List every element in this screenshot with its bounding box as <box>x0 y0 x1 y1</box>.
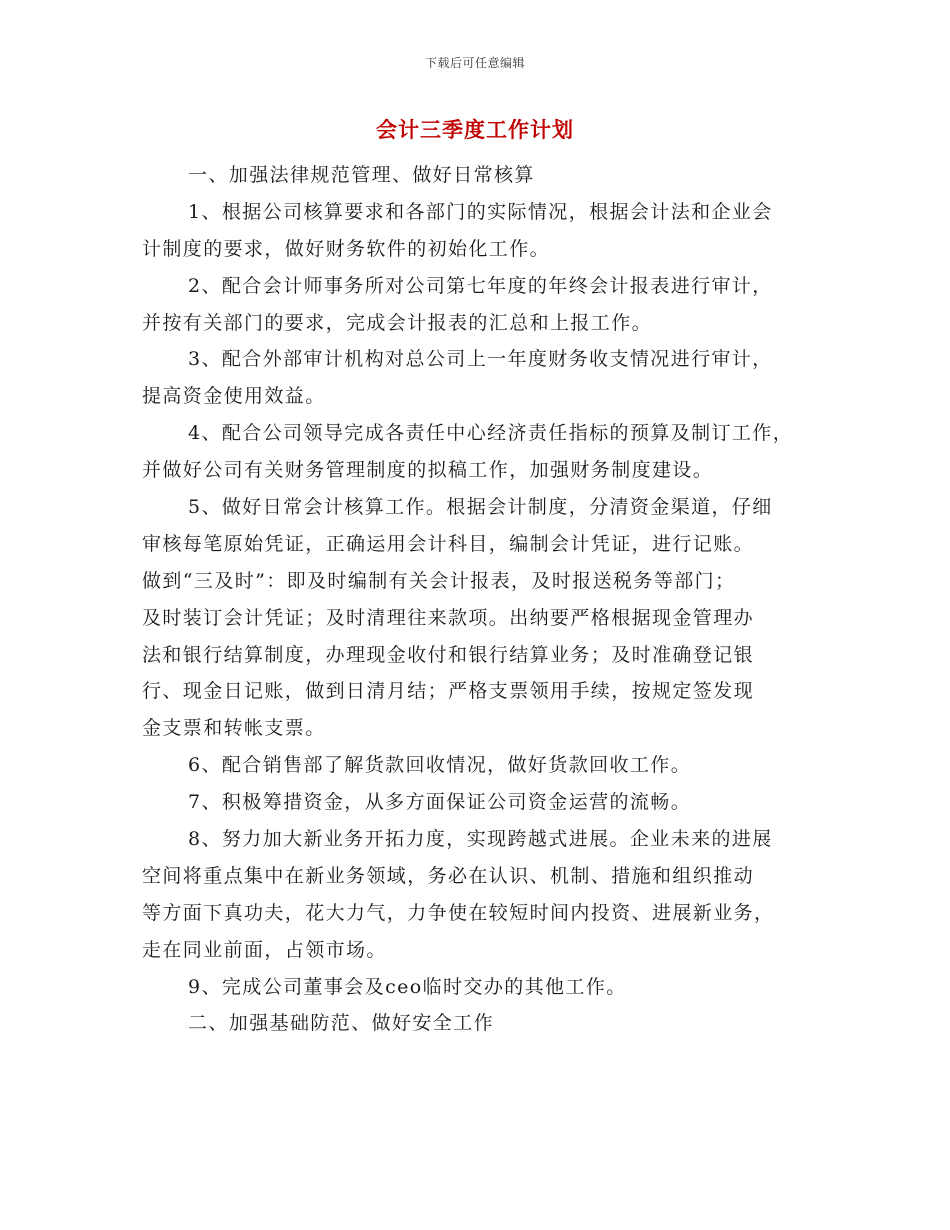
text-line: 做到“三及时”：即及时编制有关会计报表，及时报送税务等部门； <box>142 569 736 592</box>
text-line: 及时装订会计凭证；及时清理往来款项。出纳要严格根据现金管理办 <box>142 606 755 629</box>
text-line: 4、配合公司领导完成各责任中心经济责任指标的预算及制订工作， <box>188 422 794 445</box>
document-title: 会计三季度工作计划 <box>376 117 574 142</box>
text-line: 8、努力加大新业务开拓力度，实现跨越式进展。企业未来的进展 <box>188 828 773 851</box>
text-line: 2、配合会计师事务所对公司第七年度的年终会计报表进行审计， <box>188 274 773 297</box>
text-line: 9、完成公司董事会及ceo临时交办的其他工作。 <box>188 975 627 998</box>
text-line: 二、加强基础防范、做好安全工作 <box>188 1012 495 1035</box>
text-line: 3、配合外部审计机构对总公司上一年度财务收支情况进行审计， <box>188 348 773 371</box>
text-line: 计制度的要求，做好财务软件的初始化工作。 <box>142 237 551 260</box>
document-body <box>142 157 817 1042</box>
text-line: 提高资金使用效益。 <box>142 385 326 408</box>
text-line: 法和银行结算制度，办理现金收付和银行结算业务；及时准确登记银 <box>142 643 755 666</box>
text-line: 7、积极筹措资金，从多方面保证公司资金运营的流畅。 <box>188 791 692 814</box>
text-line: 行、现金日记账，做到日清月结；严格支票领用手续，按规定签发现 <box>142 680 755 703</box>
text-line: 1、根据公司核算要求和各部门的实际情况，根据会计法和企业会 <box>188 200 773 223</box>
text-line: 审核每笔原始凭证，正确运用会计科目，编制会计凭证，进行记账。 <box>142 532 755 555</box>
text-line: 并做好公司有关财务管理制度的拟稿工作，加强财务制度建设。 <box>142 459 714 482</box>
text-line: 一、加强法律规范管理、做好日常核算 <box>188 164 535 186</box>
text-line: 并按有关部门的要求，完成会计报表的汇总和上报工作。 <box>142 311 653 334</box>
text-line: 等方面下真功夫，花大力气，力争使在较短时间内投资、进展新业务， <box>142 901 775 924</box>
text-line: 空间将重点集中在新业务领域，务必在认识、机制、措施和组织推动 <box>142 864 755 887</box>
text-line: 6、配合销售部了解货款回收情况，做好货款回收工作。 <box>188 754 692 777</box>
text-line: 金支票和转帐支票。 <box>142 717 326 740</box>
header-note: 下载后可任意编辑 <box>424 56 525 70</box>
text-line: 5、做好日常会计核算工作。根据会计制度，分清资金渠道，仔细 <box>188 496 773 519</box>
text-line: 走在同业前面，占领市场。 <box>142 938 387 961</box>
